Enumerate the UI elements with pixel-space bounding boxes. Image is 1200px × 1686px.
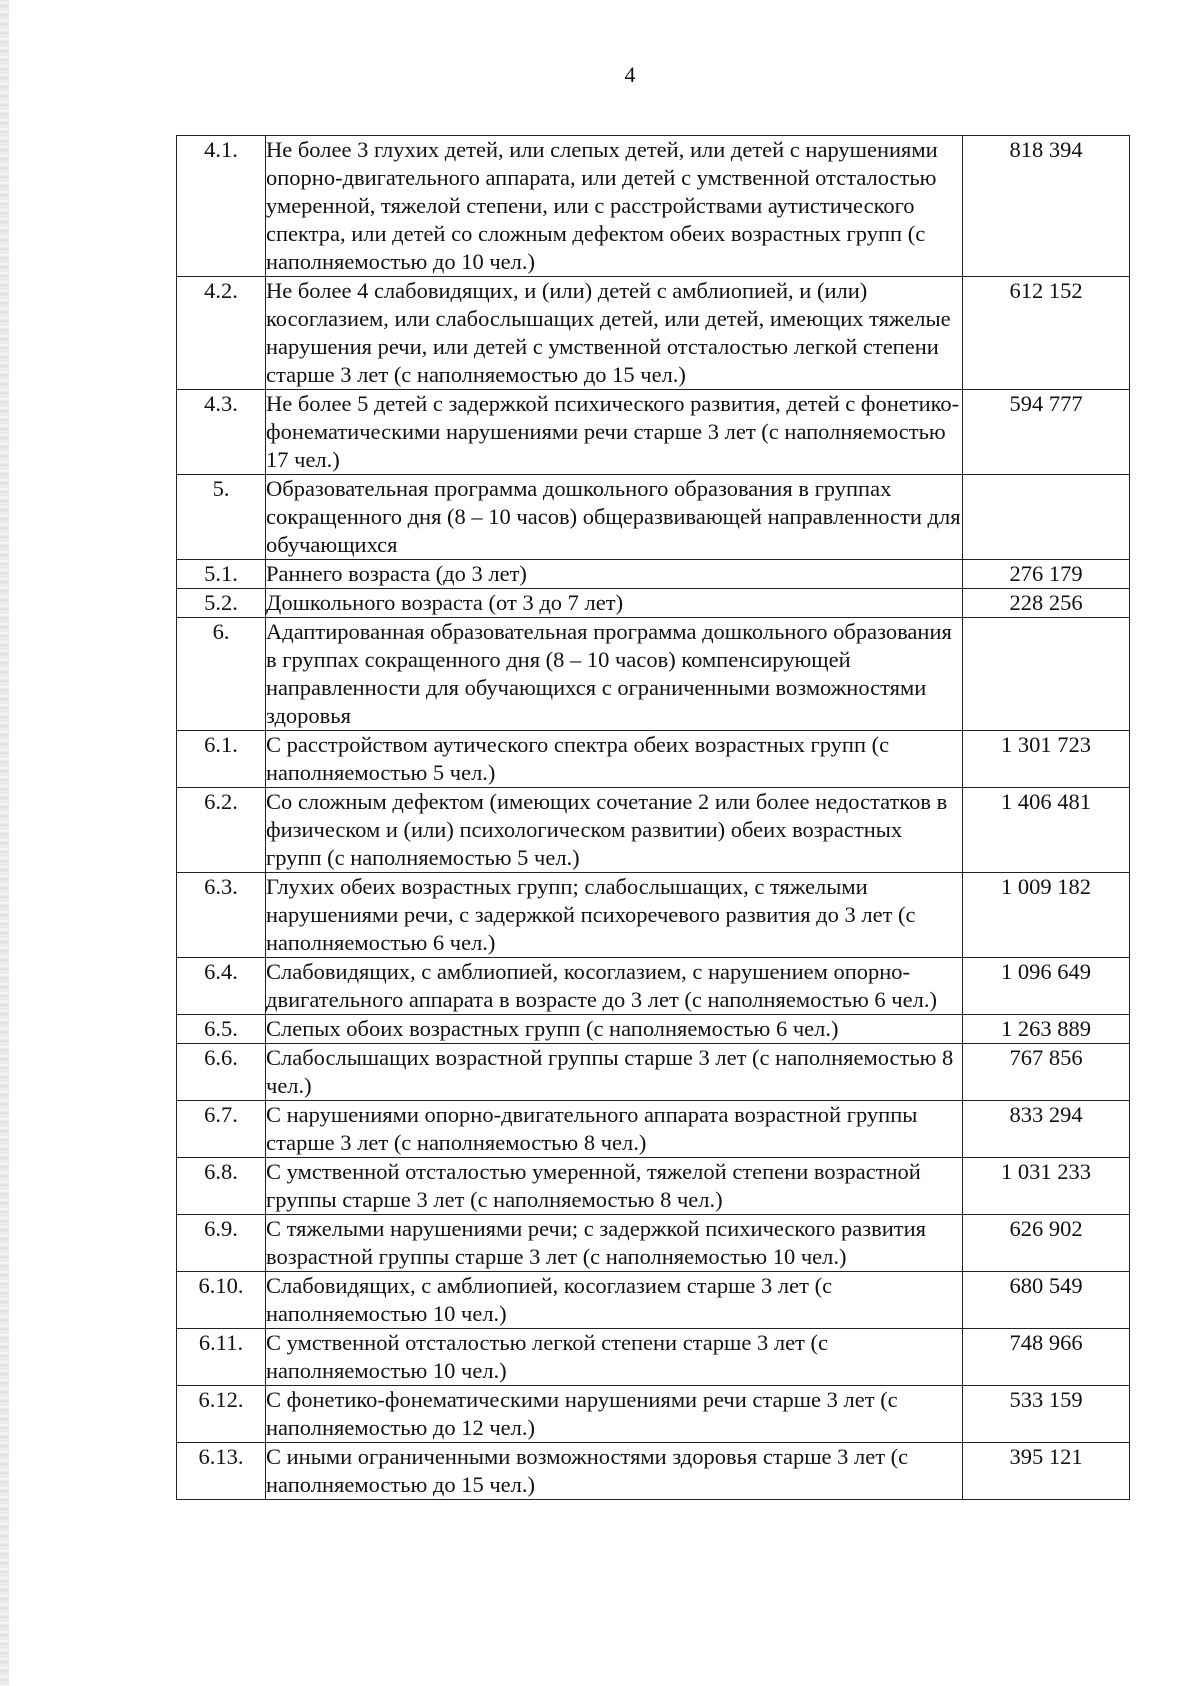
row-value-cell: 594 777 [963, 390, 1130, 475]
row-value-cell: 833 294 [963, 1101, 1130, 1158]
row-description-cell: С нарушениями опорно-двигательного аппарата возрастной группы старше 3 лет (с наполняемостью 8 чел.) [266, 1101, 963, 1158]
row-value-cell: 1 009 182 [963, 873, 1130, 958]
row-number-cell: 6.1. [177, 731, 266, 788]
table-row [177, 731, 1130, 788]
table-row [177, 873, 1130, 958]
row-number-cell: 6.10. [177, 1272, 266, 1329]
table-row [177, 1101, 1130, 1158]
table-row [177, 1158, 1130, 1215]
row-value-cell: 395 121 [963, 1443, 1130, 1500]
table-row [177, 958, 1130, 1015]
table-row [177, 788, 1130, 873]
row-description-cell: Слабослышащих возрастной группы старше 3 лет (с наполняемостью 8 чел.) [266, 1044, 963, 1101]
row-value-cell: 1 406 481 [963, 788, 1130, 873]
table-row [177, 1386, 1130, 1443]
row-number-cell: 6. [177, 618, 266, 731]
row-number-cell: 6.5. [177, 1015, 266, 1044]
row-number-cell: 5.1. [177, 560, 266, 589]
row-value-cell: 1 031 233 [963, 1158, 1130, 1215]
row-description-cell: Дошкольного возраста (от 3 до 7 лет) [266, 589, 963, 618]
row-description-cell: С иными ограниченными возможностями здоровья старше 3 лет (с наполняемостью до 15 чел.) [266, 1443, 963, 1500]
row-number-cell: 6.2. [177, 788, 266, 873]
table-row [177, 475, 1130, 560]
row-description-cell: С умственной отсталостью умеренной, тяжелой степени возрастной группы старше 3 лет (с наполняемостью 8 чел.) [266, 1158, 963, 1215]
row-description-cell: Со сложным дефектом (имеющих сочетание 2 или более недостатков в физическом и (или) психологическом развитии) обеих возрастных групп (с наполняемостью 5 чел.) [266, 788, 963, 873]
row-number-cell: 6.6. [177, 1044, 266, 1101]
row-number-cell: 6.11. [177, 1329, 266, 1386]
row-description-cell: Глухих обеих возрастных групп; слабослышащих, с тяжелыми нарушениями речи, с задержкой психоречевого развития до 3 лет (с наполняемостью 6 чел.) [266, 873, 963, 958]
row-description-cell: Не более 4 слабовидящих, и (или) детей с амблиопией, и (или) косоглазием, или слабослышащих детей, или детей, имеющих тяжелые нарушения речи, или детей с умственной отсталостью легкой степени старше 3 лет (с наполняемостью до 15 чел.) [266, 277, 963, 390]
row-value-cell: 626 902 [963, 1215, 1130, 1272]
row-value-cell: 533 159 [963, 1386, 1130, 1443]
tariff-table [176, 135, 1130, 1500]
row-number-cell: 6.7. [177, 1101, 266, 1158]
row-value-cell: 767 856 [963, 1044, 1130, 1101]
table-row [177, 560, 1130, 589]
table-row [177, 1272, 1130, 1329]
row-number-cell: 6.12. [177, 1386, 266, 1443]
row-value-cell: 680 549 [963, 1272, 1130, 1329]
row-number-cell: 6.9. [177, 1215, 266, 1272]
table-row [177, 589, 1130, 618]
row-description-cell: С умственной отсталостью легкой степени старше 3 лет (с наполняемостью 10 чел.) [266, 1329, 963, 1386]
row-value-cell: 1 263 889 [963, 1015, 1130, 1044]
row-number-cell: 4.3. [177, 390, 266, 475]
row-description-cell: Слабовидящих, с амблиопией, косоглазием старше 3 лет (с наполняемостью 10 чел.) [266, 1272, 963, 1329]
table-row [177, 1329, 1130, 1386]
row-number-cell: 5.2. [177, 589, 266, 618]
row-value-cell: 748 966 [963, 1329, 1130, 1386]
row-value-cell: 818 394 [963, 136, 1130, 277]
row-description-cell: С тяжелыми нарушениями речи; с задержкой психического развития возрастной группы старше 3 лет (с наполняемостью 10 чел.) [266, 1215, 963, 1272]
row-description-cell: Слепых обоих возрастных групп (с наполняемостью 6 чел.) [266, 1015, 963, 1044]
row-description-cell: Образовательная программа дошкольного образования в группах сокращенного дня (8 – 10 часов) общеразвивающей направленности для обучающихся [266, 475, 963, 560]
row-value-cell: 228 256 [963, 589, 1130, 618]
table-row [177, 136, 1130, 277]
table-row [177, 1215, 1130, 1272]
row-number-cell: 4.2. [177, 277, 266, 390]
row-number-cell: 5. [177, 475, 266, 560]
row-description-cell: Адаптированная образовательная программа дошкольного образования в группах сокращенного дня (8 – 10 часов) компенсирующей направленности для обучающихся с ограниченными возможностями здоровья [266, 618, 963, 731]
row-value-cell: 1 301 723 [963, 731, 1130, 788]
table-row [177, 1015, 1130, 1044]
row-value-cell: 612 152 [963, 277, 1130, 390]
row-number-cell: 6.8. [177, 1158, 266, 1215]
row-description-cell: Не более 3 глухих детей, или слепых детей, или детей с нарушениями опорно-двигательного аппарата, или детей с умственной отсталостью умеренной, тяжелой степени, или с расстройствами аутистического спектра, или детей со сложным дефектом обеих возрастных групп (с наполняемостью до 10 чел.) [266, 136, 963, 277]
row-number-cell: 4.1. [177, 136, 266, 277]
table-row [177, 1443, 1130, 1500]
row-description-cell: Слабовидящих, с амблиопией, косоглазием, с нарушением опорно-двигательного аппарата в возрасте до 3 лет (с наполняемостью 6 чел.) [266, 958, 963, 1015]
row-value-cell: 1 096 649 [963, 958, 1130, 1015]
table-row [177, 277, 1130, 390]
row-description-cell: С фонетико-фонематическими нарушениями речи старше 3 лет (с наполняемостью до 12 чел.) [266, 1386, 963, 1443]
row-number-cell: 6.4. [177, 958, 266, 1015]
row-value-cell [963, 618, 1130, 731]
row-value-cell [963, 475, 1130, 560]
scan-edge-artifact [0, 0, 9, 1686]
row-number-cell: 6.13. [177, 1443, 266, 1500]
table-row [177, 390, 1130, 475]
row-description-cell: Не более 5 детей с задержкой психического развития, детей с фонетико-фонематическими нарушениями речи старше 3 лет (с наполняемостью 17 чел.) [266, 390, 963, 475]
row-value-cell: 276 179 [963, 560, 1130, 589]
table-row [177, 618, 1130, 731]
row-description-cell: Раннего возраста (до 3 лет) [266, 560, 963, 589]
table-body [177, 136, 1130, 1500]
page-number: 4 [624, 62, 636, 87]
table-row [177, 1044, 1130, 1101]
row-number-cell: 6.3. [177, 873, 266, 958]
row-description-cell: С расстройством аутического спектра обеих возрастных групп (с наполняемостью 5 чел.) [266, 731, 963, 788]
